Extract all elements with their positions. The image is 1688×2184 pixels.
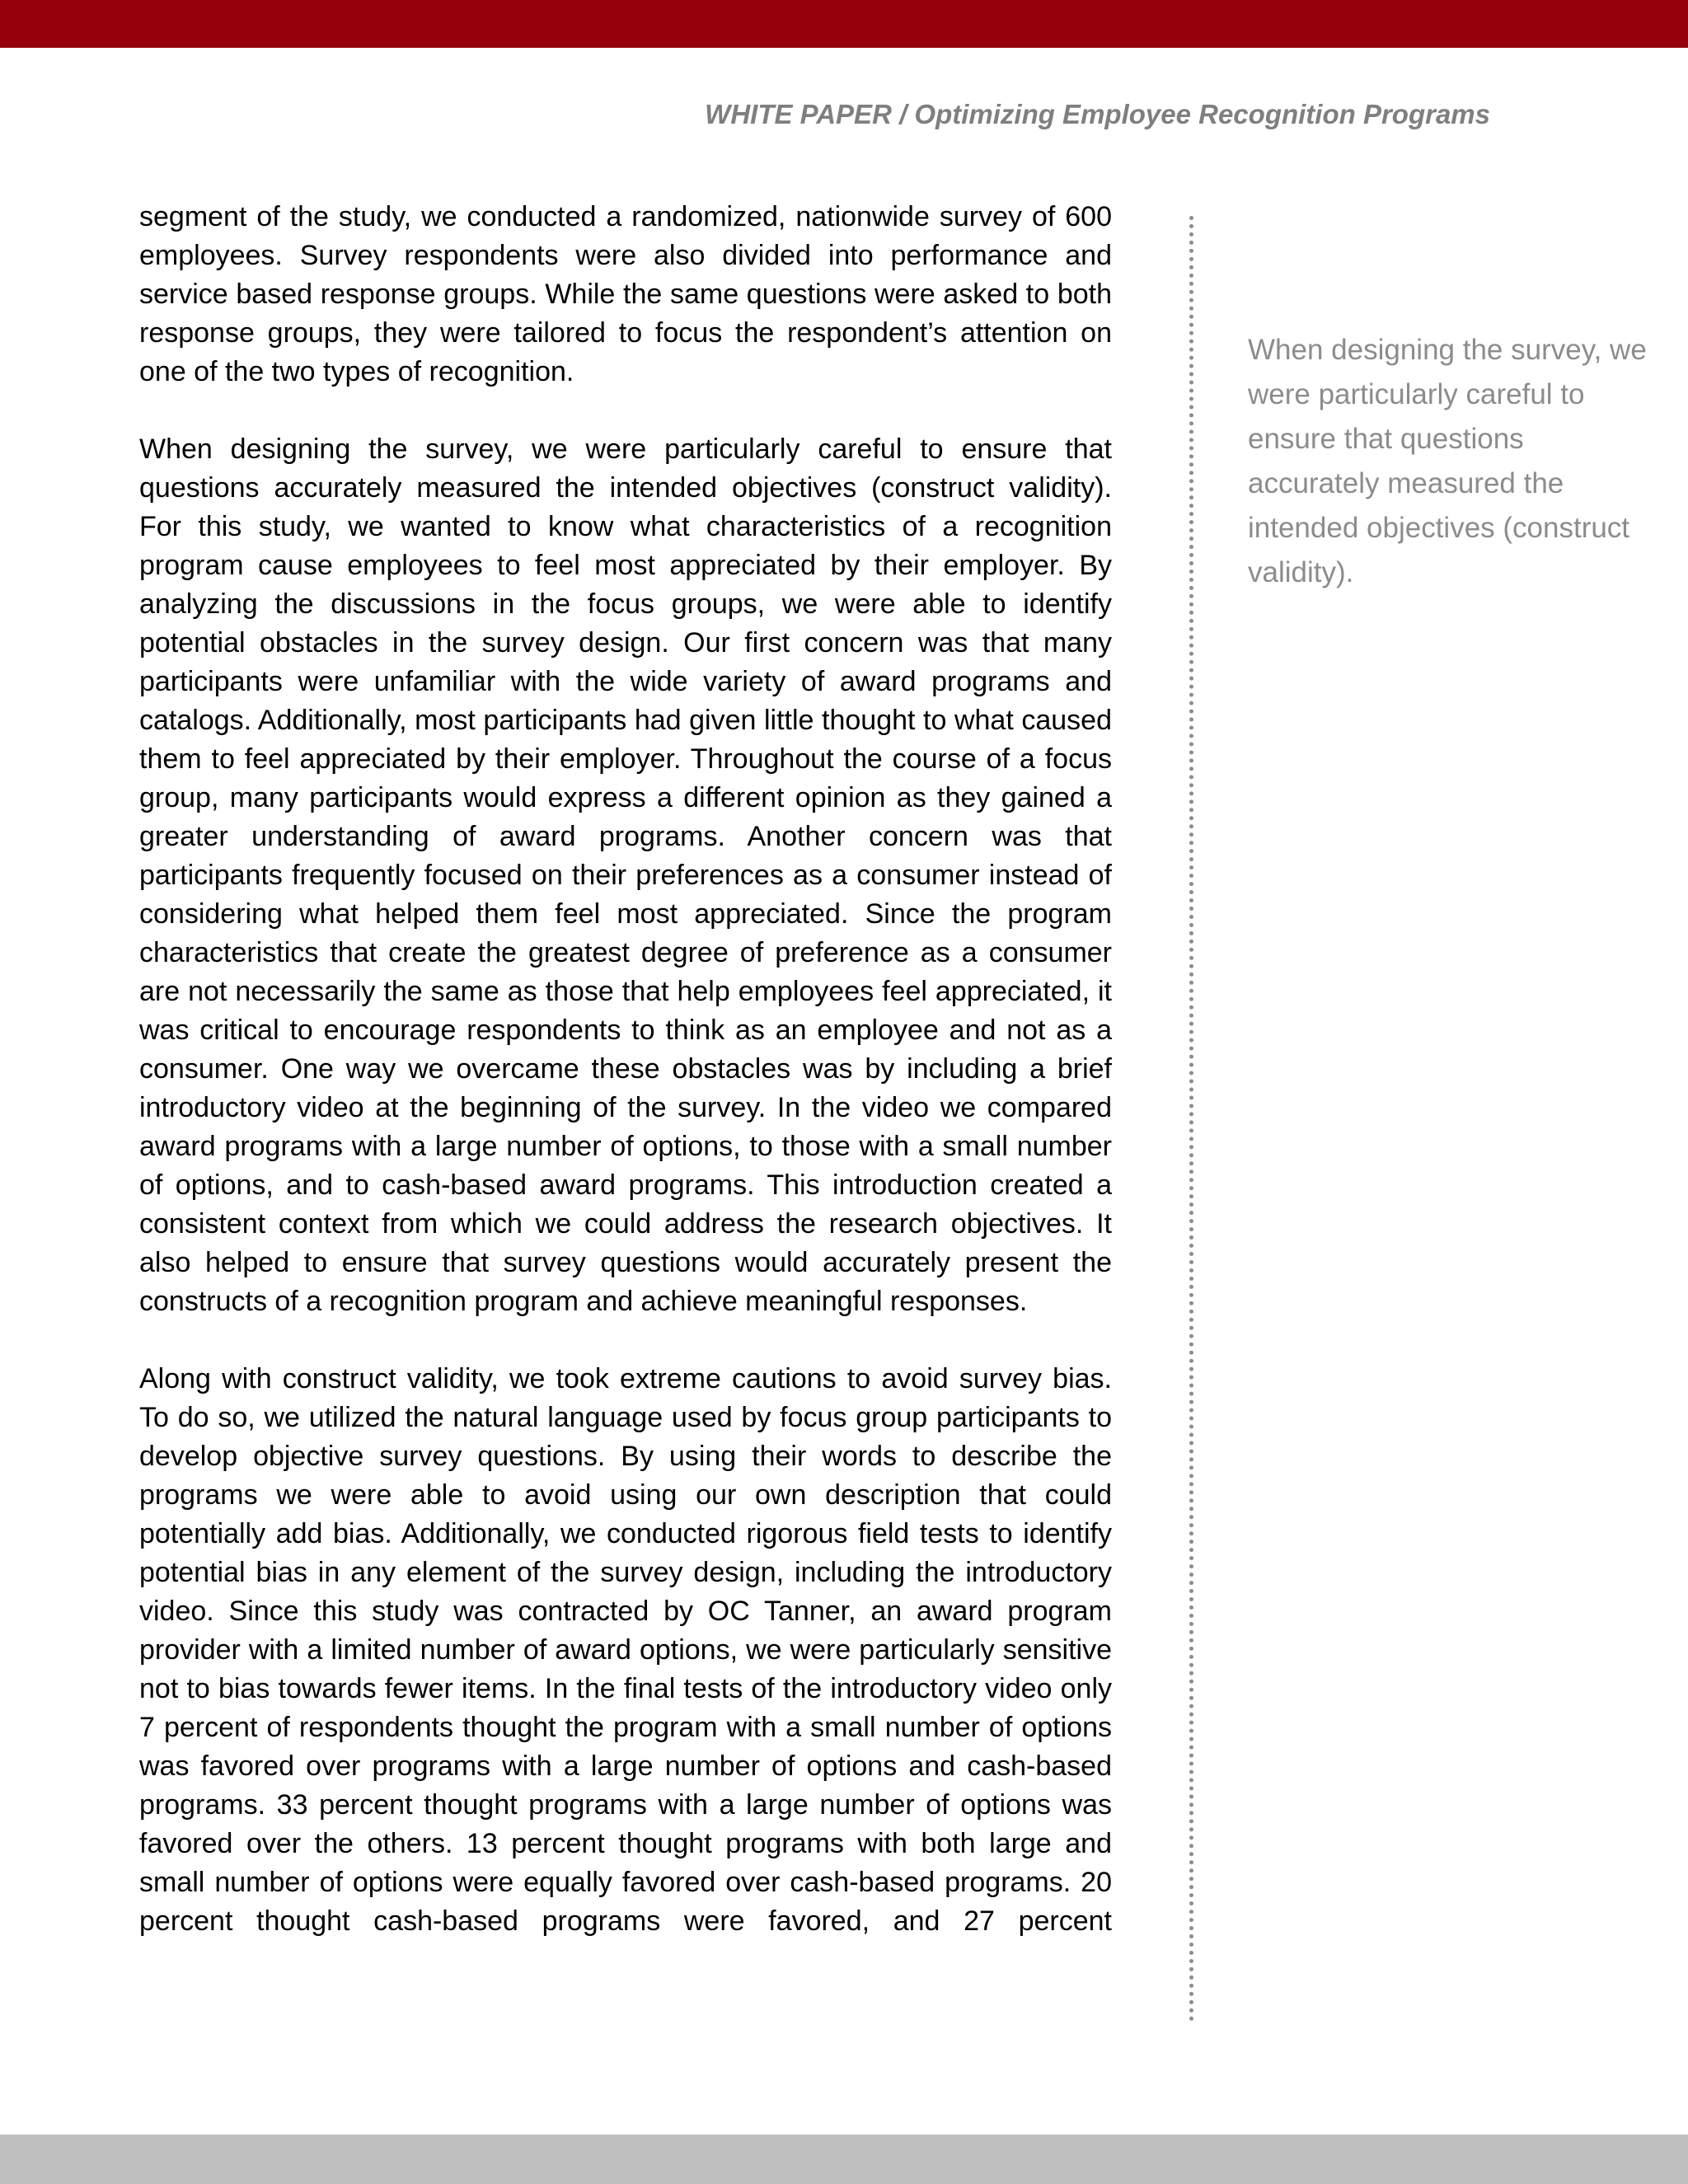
sidebar-pull-quote: When designing the survey, we were particularly careful to ensure that questions accurately measured the intended objectives (construct validity). [1248, 334, 1647, 588]
body-paragraph-3: Along with construct validity, we took extreme cautions to avoid survey bias. To do so, we utilized the natural language used by focus group participants to develop objective survey questions. By using their words to describe the programs we were able to avoid using our own description that could potentially add bias. Additionally, we conducted rigorous field tests to identify potential bias in any element of the survey design, including the introductory video. Since this study was contracted by OC Tanner, an award program provider with a limited number of award options, we were particularly sensitive not to bias towards fewer items. In the final tests of the introductory video only 7 percent of respondents thought the program with a small number of options was favored over programs with a large number of options and cash-based programs. 33 percent thought programs with a large number of options was favored over the others. 13 percent thought programs with both large and small number of options were equally favored over cash-based programs. 20 percent thought cash-based programs were favored, and 27 percent [139, 1363, 1112, 1937]
bottom-footer-bar [0, 2135, 1688, 2184]
body-paragraph-1: segment of the study, we conducted a randomized, nationwide survey of 600 employees. Survey respondents were also divided into performance and service based response groups. While the same questions were asked to both response groups, they were tailored to focus the respondent’s attention on one of the two types of recognition. [139, 201, 1112, 387]
dotted-column-divider [1189, 216, 1193, 2022]
page-header-title: WHITE PAPER / Optimizing Employee Recognition Programs [705, 99, 1490, 129]
body-paragraph-2: When designing the survey, we were particularly careful to ensure that questions accurately measured the intended objectives (construct validity). For this study, we wanted to know what characteristics of a recognition program cause employees to feel most appreciated by their employer. By analyzing the discussions in the focus groups, we were able to identify potential obstacles in the survey design. Our first concern was that many participants were unfamiliar with the wide variety of award programs and catalogs. Additionally, most participants had given little thought to what caused them to feel appreciated by their employer. Throughout the course of a focus group, many participants would express a different opinion as they gained a greater understanding of award programs. Another concern was that participants frequently focused on their preferences as a consumer instead of considering what helped them feel most appreciated. Since the program characteristics that create the greatest degree of preference as a consumer are not necessarily the same as those that help employees feel appreciated, it was critical to encourage respondents to think as an employee and not as a consumer. One way we overcame these obstacles was by including a brief introductory video at the beginning of the survey. In the video we compared award programs with a large number of options, to those with a small number of options, and to cash-based award programs. This introduction created a consistent context from which we could address the research objectives. It also helped to ensure that survey questions would accurately present the constructs of a recognition program and achieve meaningful responses. [139, 434, 1112, 1317]
top-accent-bar [0, 0, 1688, 48]
main-text-column [139, 198, 1112, 1941]
